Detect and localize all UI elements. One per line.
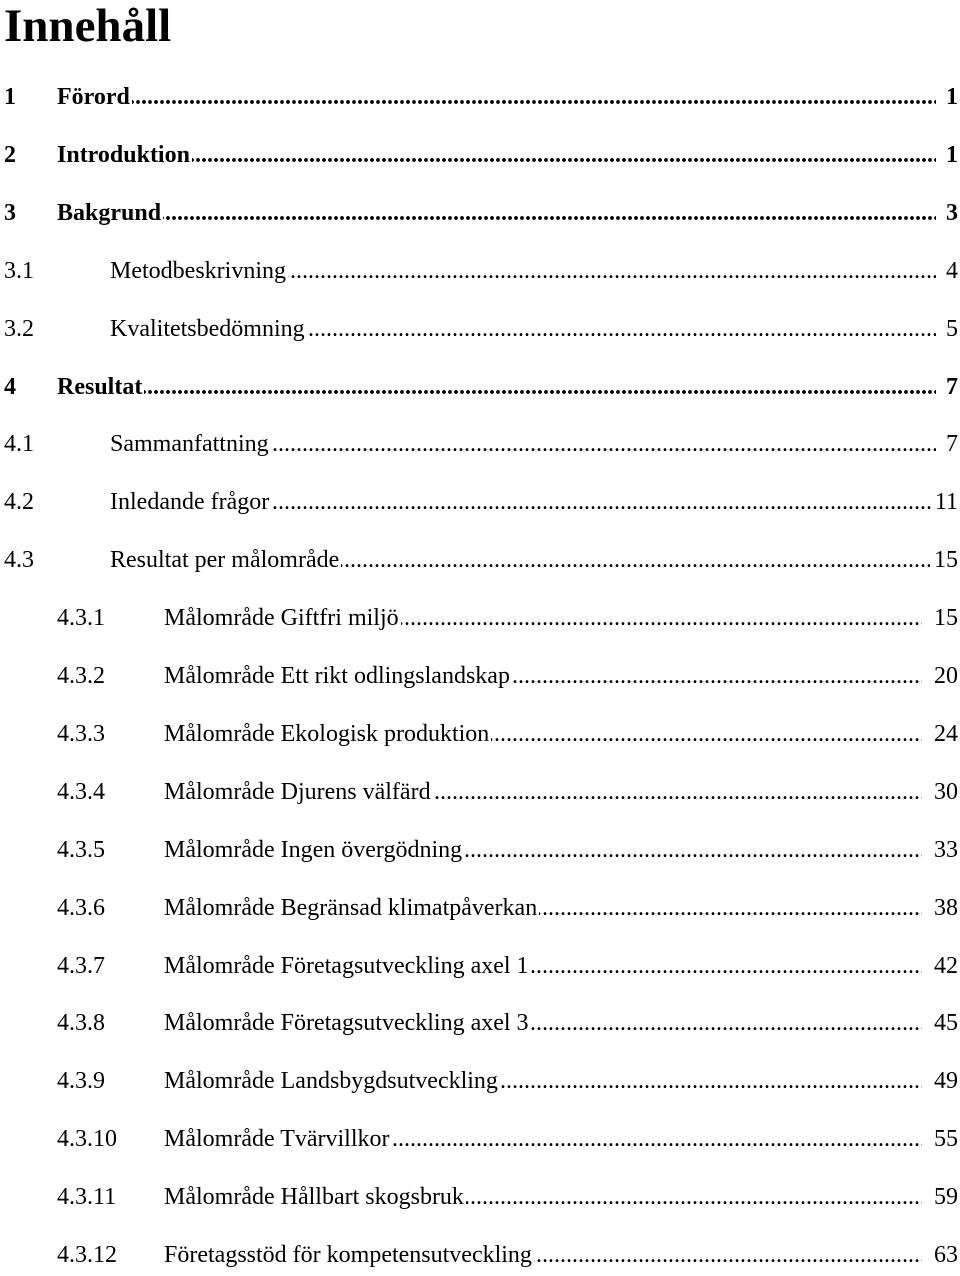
toc-entry-page-number: 42 — [930, 951, 958, 981]
toc-entry-number: 4.3.6 — [57, 895, 105, 921]
toc-entry-page-number: 15 — [930, 545, 958, 575]
toc-entry-page-number: 20 — [930, 661, 958, 691]
toc-entry-page-number: 24 — [930, 719, 958, 749]
toc-entry[interactable] — [0, 1066, 960, 1096]
toc-entry-page-number: 1 — [942, 82, 958, 112]
toc-entry[interactable] — [0, 1240, 960, 1270]
toc-entry-number: 4.3.2 — [57, 663, 105, 689]
toc-entry-title: Målområde Tvärvillkor — [164, 1126, 390, 1152]
toc-entry-number: 4.3.4 — [57, 779, 105, 805]
page-title: Innehåll — [4, 0, 172, 52]
toc-entry-number: 3.2 — [4, 316, 34, 342]
toc-entry-title: Målområde Begränsad klimatpåverkan — [164, 895, 538, 921]
toc-entry-page-number: 33 — [930, 835, 958, 865]
toc-entry-title: Målområde Djurens välfärd — [164, 779, 431, 805]
toc-entry[interactable] — [0, 82, 960, 112]
toc-entry-number: 4.3.12 — [57, 1242, 117, 1268]
toc-entry-number: 3.1 — [4, 258, 34, 284]
toc-entry-page-number: 38 — [930, 893, 958, 923]
toc-entry[interactable] — [0, 893, 960, 923]
toc-entry-title: Kvalitetsbedömning — [110, 316, 305, 342]
toc-dot-leader — [57, 372, 936, 402]
toc-entry-number: 1 — [4, 84, 16, 110]
toc-entry-title: Målområde Hållbart skogsbruk — [164, 1184, 464, 1210]
toc-entry[interactable] — [0, 198, 960, 228]
toc-entry[interactable] — [0, 603, 960, 633]
toc-entry[interactable] — [0, 835, 960, 865]
toc-entry[interactable] — [0, 314, 960, 344]
toc-entry-number: 4.3.5 — [57, 837, 105, 863]
toc-entry[interactable] — [0, 545, 960, 575]
toc-entry-number: 3 — [4, 200, 16, 226]
toc-entry-title: Introduktion — [57, 142, 190, 168]
toc-entry[interactable] — [0, 429, 960, 459]
toc-entry-title: Målområde Giftfri miljö — [164, 605, 399, 631]
toc-entry-number: 4.3.3 — [57, 721, 105, 747]
toc-entry-number: 4.3.10 — [57, 1126, 117, 1152]
toc-entry-title: Förord — [57, 84, 130, 110]
toc-entry[interactable] — [0, 951, 960, 981]
toc-entry-number: 4 — [4, 374, 16, 400]
toc-entry[interactable] — [0, 487, 960, 517]
toc-entry-page-number: 7 — [942, 372, 958, 402]
toc-entry[interactable] — [0, 719, 960, 749]
toc-entry-page-number: 11 — [931, 487, 958, 517]
toc-entry[interactable] — [0, 1008, 960, 1038]
toc-entry-title: Sammanfattning — [110, 431, 269, 457]
toc-entry-number: 4.3.11 — [57, 1184, 117, 1210]
toc-entry[interactable] — [0, 256, 960, 286]
toc-entry-page-number: 4 — [942, 256, 958, 286]
toc-entry[interactable] — [0, 372, 960, 402]
toc-entry-title: Målområde Ett rikt odlingslandskap — [164, 663, 510, 689]
toc-entry-number: 2 — [4, 142, 16, 168]
toc-entry-number: 4.3 — [4, 547, 34, 573]
toc-entry-title: Målområde Företagsutveckling axel 1 — [164, 953, 529, 979]
toc-entry-title: Målområde Ekologisk produktion — [164, 721, 490, 747]
toc-entry-title: Målområde Landsbygdsutveckling — [164, 1068, 498, 1094]
toc-entry-title: Resultat — [57, 374, 143, 400]
toc-entry-number: 4.3.7 — [57, 953, 105, 979]
toc-entry-page-number: 15 — [930, 603, 958, 633]
toc-entry[interactable] — [0, 777, 960, 807]
toc-entry[interactable] — [0, 1182, 960, 1212]
toc-entry-page-number: 59 — [930, 1182, 958, 1212]
toc-entry-number: 4.1 — [4, 431, 34, 457]
toc-entry-title: Målområde Företagsutveckling axel 3 — [164, 1010, 529, 1036]
toc-entry-page-number: 49 — [930, 1066, 958, 1096]
toc-dot-leader — [57, 198, 936, 228]
toc-entry-page-number: 1 — [942, 140, 958, 170]
toc-entry-title: Företagsstöd för kompetensutveckling — [164, 1242, 532, 1268]
toc-entry-number: 4.3.8 — [57, 1010, 105, 1036]
toc-entry-page-number: 45 — [930, 1008, 958, 1038]
toc-entry-page-number: 55 — [930, 1124, 958, 1154]
toc-entry-number: 4.2 — [4, 489, 34, 515]
toc-entry-page-number: 3 — [942, 198, 958, 228]
toc-entry-title: Inledande frågor — [110, 489, 270, 515]
toc-entry-title: Resultat per målområde — [110, 547, 340, 573]
toc-entry[interactable] — [0, 140, 960, 170]
toc-entry-page-number: 7 — [942, 429, 958, 459]
toc-entry-title: Bakgrund — [57, 200, 162, 226]
toc-entry[interactable] — [0, 661, 960, 691]
toc-entry-page-number: 5 — [942, 314, 958, 344]
toc-entry-number: 4.3.1 — [57, 605, 105, 631]
toc-entry[interactable] — [0, 1124, 960, 1154]
toc-dot-leader — [57, 82, 936, 112]
toc-entry-number: 4.3.9 — [57, 1068, 105, 1094]
toc-entry-title: Målområde Ingen övergödning — [164, 837, 463, 863]
toc-entry-page-number: 63 — [930, 1240, 958, 1270]
toc-entry-page-number: 30 — [930, 777, 958, 807]
toc-entry-title: Metodbeskrivning — [110, 258, 286, 284]
